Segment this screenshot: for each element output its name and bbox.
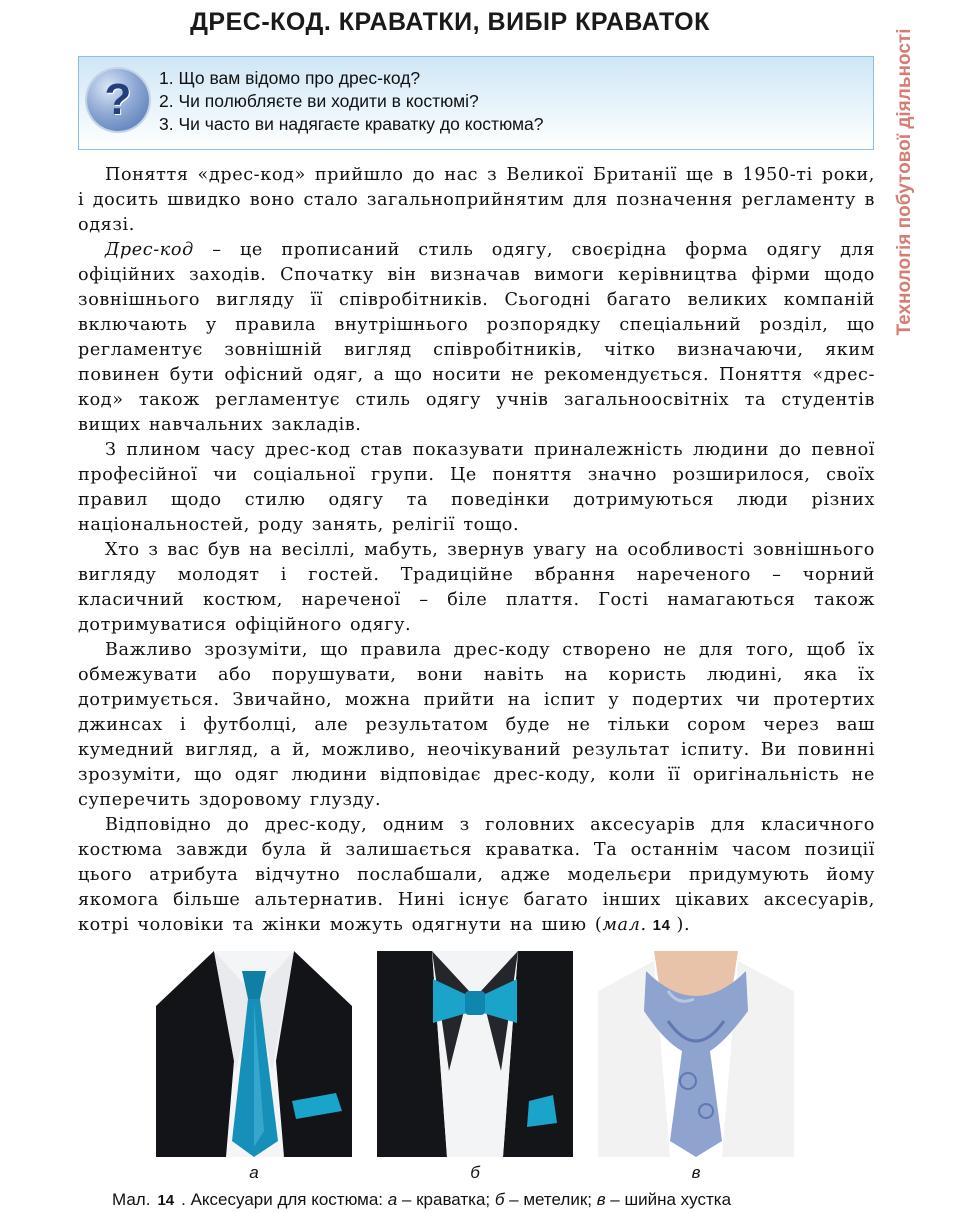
- figure-label-c: в: [691, 1163, 701, 1182]
- page-title: ДРЕС-КОД. КРАВАТКИ, ВИБІР КРАВАТОК: [190, 8, 710, 36]
- questions-list: [159, 67, 544, 136]
- figure-label-a: а: [249, 1163, 259, 1182]
- paragraph: Поняття «дрес-код» прийшло до нас з Великої Британії ще в 1950-ті роки, і досить швидко воно стало загальноприйнятим для позначення регламенту в одязі.: [78, 165, 875, 235]
- figure-caption: Мал. 14 . Аксесуари для костюма: а – краватка; б – метелик; в – шийна хустка: [112, 1190, 732, 1209]
- term-dress-code: Дрес-код: [105, 240, 194, 260]
- paragraph: Хто з вас був на весіллі, мабуть, звернув увагу на особливості зовнішнього вигляду молодят і гостей. Традиційне вбрання нареченого – чорний класичний костюм, нареченої – біле плаття. Гості намагаються також дотримуватися офіційного одягу.: [78, 540, 875, 635]
- figure-ascot-image: [598, 951, 794, 1157]
- side-section-label: [887, 12, 923, 352]
- questions-box: [78, 56, 874, 150]
- figure-ref-label: мал.: [602, 915, 647, 935]
- question-item: 3. Чи часто ви надягаєте краватку до костюма?: [159, 114, 544, 134]
- figure-bowtie-image: [377, 951, 573, 1157]
- figure-ref-number: 14: [652, 917, 671, 934]
- question-item: 1. Що вам відомо про дрес-код?: [159, 68, 421, 88]
- side-section-label-text: Технологія побутової діяльності: [894, 28, 915, 336]
- paragraph: Важливо зрозуміти, що правила дрес-коду створено не для того, щоб їх обмежувати або порушувати, вони навіть на користь людині, яка їх дотримується. Звичайно, можна прийти на іспит у подертих чи протертих джинсах і футболці, але результатом буде не тільки сором через ваш кумедний вигляд, а й, можливо, неочікуваний результат іспиту. Ви повинні зрозуміти, що одяг людини відповідає дрес-коду, коли її оригінальність не суперечить здоровому глузду.: [78, 640, 875, 810]
- figure-number: 14: [157, 1192, 175, 1209]
- question-item: 2. Чи полюбляєте ви ходити в костюмі?: [159, 91, 479, 111]
- question-icon: ?: [87, 69, 149, 131]
- paragraph: З плином часу дрес-код став показувати приналежність людини до певної професійної чи соціальної групи. Це поняття значно розширилося, своїх правил щодо стилю одягу та поведінки дотримуються люди різних національностей, роду занять, релігії тощо.: [78, 440, 875, 535]
- figure-label-b: б: [470, 1163, 480, 1182]
- body-text: [78, 163, 875, 938]
- paragraph: Дрес-код – це прописаний стиль одягу, своєрідна форма одягу для офіційних заходів. Спочатку він визначав вимоги керівництва фірми щодо зовнішнього вигляду її співробітників. Сьогодні багато великих компаній включають у правила внутрішнього розпорядку спеціальний розділ, що регламентує зовнішній вигляд співробітників, чітко визначаючи, яким повинен бути офісний одяг, а що носити не рекомендується. Поняття «дрес-код» також регламентує стиль одягу учнів загальноосвітніх та студентів вищих навчальних закладів.: [78, 240, 875, 435]
- figure-tie-image: [156, 951, 352, 1157]
- paragraph: Відповідно до дрес-коду, одним з головних аксесуарів для класичного костюма завжди була й залишається краватка. Та останнім часом позиції цього атрибута відчутно послабшали, адже модельєри придумують йому якомога більше альтернатив. Нині існує багато інших цікавих аксесуарів, котрі чоловіки та жінки можуть одягнути на шию (мал. 14 ).: [78, 815, 875, 935]
